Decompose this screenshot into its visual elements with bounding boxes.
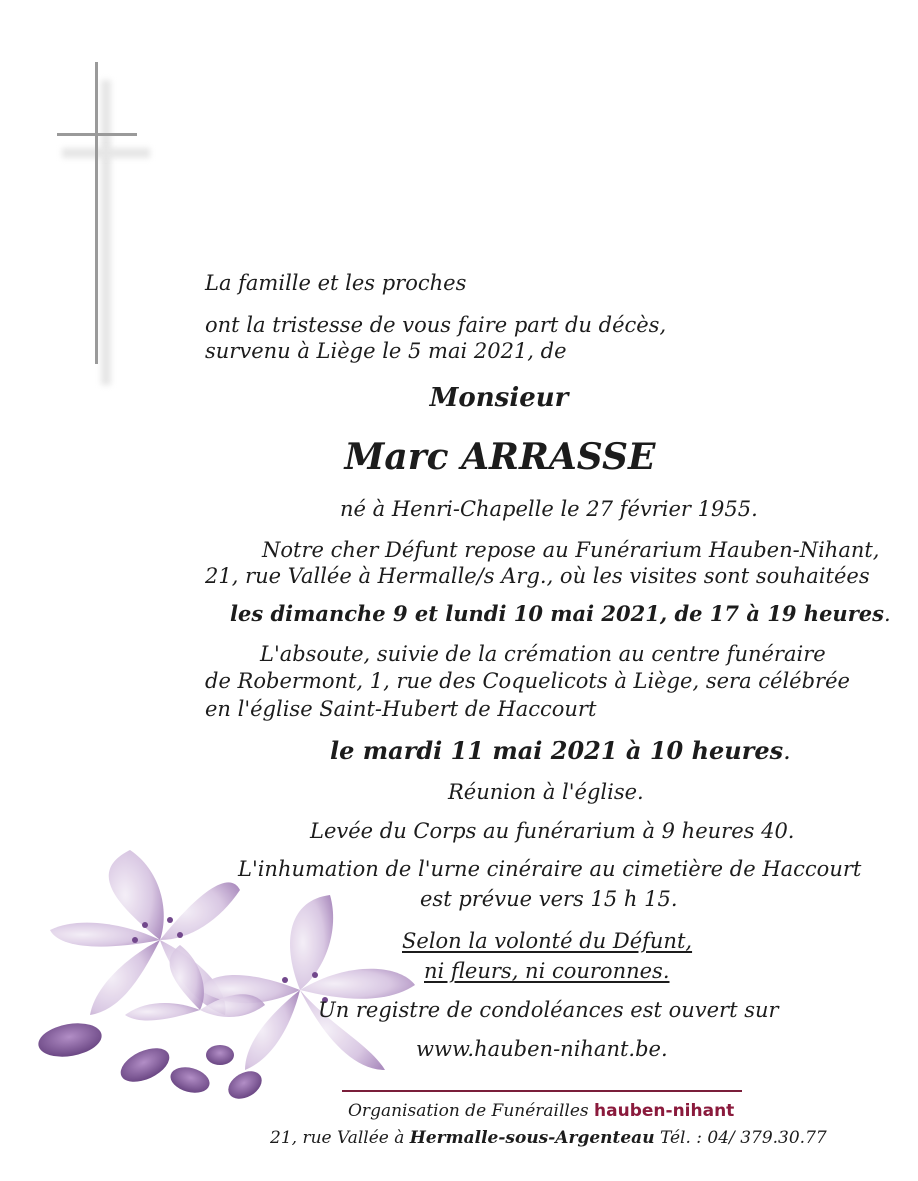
wish-line: ni fleurs, ni couronnes. bbox=[424, 959, 670, 983]
absoute-line: L'absoute, suivie de la crémation au centre funéraire bbox=[260, 642, 826, 666]
cross-icon bbox=[57, 133, 137, 136]
inhumation-line: L'inhumation de l'urne cinéraire au cimetière de Haccourt bbox=[238, 857, 862, 881]
intro-line: ont la tristesse de vous faire part du décès, bbox=[205, 313, 667, 337]
cross-icon bbox=[95, 62, 98, 364]
wish-line: Selon la volonté du Défunt, bbox=[402, 929, 693, 953]
cross-shadow bbox=[62, 148, 150, 158]
inhumation-line: est prévue vers 15 h 15. bbox=[420, 887, 678, 911]
cross-shadow bbox=[101, 80, 111, 385]
lily-flowers-icon bbox=[30, 840, 450, 1120]
footer-divider bbox=[342, 1090, 742, 1092]
intro-line: survenu à Liège le 5 mai 2021, de bbox=[205, 339, 567, 363]
rest-line: 21, rue Vallée à Hermalle/s Arg., où les visites sont souhaitées bbox=[205, 564, 870, 588]
deceased-name: Marc ARRASSE bbox=[344, 436, 656, 478]
levee-text: Levée du Corps au funérarium à 9 heures 40. bbox=[310, 819, 795, 843]
website-link[interactable]: www.hauben-nihant.be. bbox=[416, 1037, 668, 1061]
brand-logo: hauben-nihant bbox=[594, 1101, 735, 1121]
footer-organisation: Organisation de Funérailles hauben-nihant bbox=[348, 1101, 735, 1121]
ceremony-date: le mardi 11 mai 2021 à 10 heures. bbox=[330, 736, 791, 765]
intro-line: La famille et les proches bbox=[205, 271, 467, 295]
registry-text: Un registre de condoléances est ouvert sur bbox=[318, 998, 779, 1022]
birth-info: né à Henri-Chapelle le 27 février 1955. bbox=[340, 497, 758, 521]
rest-line: Notre cher Défunt repose au Funérarium Hauben-Nihant, bbox=[262, 538, 880, 562]
footer-address: 21, rue Vallée à Hermalle-sous-Argenteau Tél. : 04/ 379.30.77 bbox=[270, 1128, 827, 1148]
absoute-line: de Robermont, 1, rue des Coquelicots à Liège, sera célébrée bbox=[205, 669, 850, 693]
visit-times: les dimanche 9 et lundi 10 mai 2021, de 17 à 19 heures. bbox=[230, 601, 891, 626]
reunion-text: Réunion à l'église. bbox=[448, 780, 644, 804]
deceased-title: Monsieur bbox=[429, 383, 569, 413]
absoute-line: en l'église Saint-Hubert de Haccourt bbox=[205, 697, 597, 721]
